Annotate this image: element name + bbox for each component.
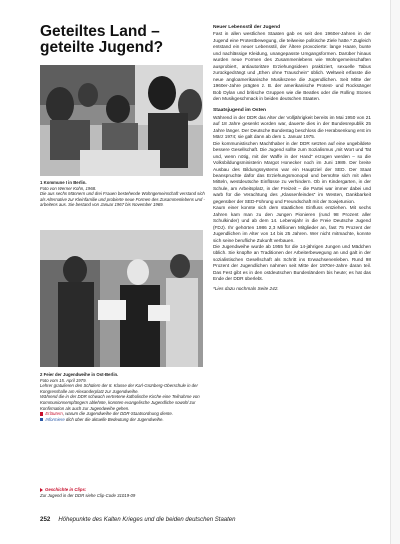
figure-1-title: Kommune I in Berlin.: [43, 180, 87, 185]
task-item: [40, 417, 207, 423]
figure-1-number: 1: [40, 180, 43, 185]
section-text-west: Fast in allen westlichen Staaten gab es seit den 1960er-Jahren in der Jugend eine Protestbewegung, die teilweise politische Ziele hatte.* Zugleich entstand ein neuer Lebensstil, der Ältere provozierte: lange Haare, bunte und nachlässige Kleidung, unangepasste Umgangsformen. Darüber hinaus wurden neue Formen des Zusammenlebens wie Wohngemeinschaften ausprobiert, antiautoritäre Erziehungsideen praktiziert, sexuelle Tabus zurückgedrängt und „Ehen ohne Trauschein“ üblich. Weltweit erfasste die neue angloamerikanische Musikszene die Jugendlichen. Seit Mitte der 1960er-Jahre prägten z. B. der amerikanische Protest- und Rocksänger Bob Dylan und britische Gruppen wie die Beatles oder die Rolling Stones den Musikgeschmack in beiden deutschen Staaten.: [213, 31, 371, 101]
clip-reference[interactable]: [40, 487, 207, 498]
clip-code-text: Zur Jugend in der DDR siehe Clip-Code 31019-09: [40, 492, 136, 498]
task-verb: Informiere: [45, 416, 65, 422]
page-edge: [390, 0, 400, 544]
east-paragraph-1: Während in der DDR das Alter der Volljährigkeit bereits im Mai 1950 von 21 auf 18 Jahre gesenkt worden war, dauerte dies in der Bundesrepublik 25 Jahre länger. Der Deutsche Bundestag beschloss die Herabsenkung erst im März 1974; sie galt dann ab dem 1. Januar 1975.: [213, 114, 371, 140]
page-footer: [40, 516, 380, 524]
figure-1-caption: [40, 180, 207, 208]
clip-heading: Geschichte in Clips:: [45, 487, 87, 492]
task-text: dich über die aktuelle Bedeutung der Jugendweihe.: [64, 416, 164, 422]
task-bullet-icon: [40, 418, 43, 421]
figure-1-credit: Foto von Werner Kohn, 1968.: [40, 185, 97, 191]
page-title: Geteiltes Land – geteilte Jugend?: [40, 23, 164, 56]
figure-2-caption: [40, 372, 207, 422]
figure-2-credit: Foto vom 15. April 1979.: [40, 377, 87, 383]
figure-2-number: 2: [40, 372, 43, 377]
kommune-photo: [40, 65, 203, 176]
chapter-title: Höhepunkte des Kalten Krieges und die beiden deutschen Staaten: [58, 517, 236, 523]
page-number: 252: [40, 516, 51, 523]
east-paragraph-3: Kaum einer konnte sich dem staatlichen Einfluss entziehen. Mit sechs Jahren kam man zu den Jungen Pionieren (rund 98 Prozent aller Schulkinder) und ab dem 14. Lebensjahr in die Freie Deutsche Jugend (FDJ). Ihr gehörten 1986 2,3 Millionen Mitglieder an, fast 75 Prozent der Jugendlichen im Alter von 14 bis 25 Jahren. Wer nicht mitmachte, konnte sich seine berufliche Zukunft verbauen.: [213, 205, 371, 243]
figure-2-title: Feier der Jugendweihe in Ost-Berlin.: [43, 372, 119, 377]
figure-2-body-1: Lehrer gratulieren den Schülern der 8. Klasse der Karl-Grünberg-Oberschule in der Kongresshalle am Alexanderplatz zur Jugendweihe.: [40, 383, 198, 394]
task-verb: Erläutern: [45, 411, 63, 417]
jugendweihe-photo: [40, 230, 203, 367]
east-paragraph-4: Die Jugendweihe wurde ab 1955 für die 14-jährigen Jungen und Mädchen üblich. Sie knüpfte an Traditionen der Arbeiterbewegung an und galt in der sozialistischen Gesellschaft als Schritt ins Erwachsenenleben. Rund 98 Prozent der Jugendlichen nahmen seit Mitte der 1970er-Jahre daran teil. Das Fest gibt es in den ostdeutschen Bundesländern bis heute; es hat das Ende der DDR überlebt.: [213, 243, 371, 282]
task-text: , warum die Jugendweihe der DDR-Staatsordnung diente.: [62, 411, 173, 417]
play-triangle-icon: [40, 488, 43, 492]
figure-1-body: Die aus sechs Männern und drei Frauen bestehende Wohngemeinschaft verstand sich als Alternative zur Kleinfamilie und probierte neue Formen des Zusammenlebens und -arbeitens aus. Sie bestand von Januar 1967 bis November 1969.: [40, 191, 205, 208]
section-heading-west: Neuer Lebensstil der Jugend: [213, 25, 281, 30]
figure-2-body-2: Während die in der DDR schwach vertretene katholische Kirche eine Teilnahme von Kommunionsempfängern ablehnte, konnten evangelische Jugendliche sowohl zur Konfirmation als auch zur Jugendweihe gehen.: [40, 394, 200, 411]
task-list: [40, 411, 207, 422]
main-text-column: [213, 25, 371, 292]
footnote: *Lies dazu nochmals Seite 242.: [213, 285, 279, 291]
east-paragraph-2: Die kommunistischen Machthaber in der DDR setzten auf eine ungebildete bessere Gesellschaft. Die Jugend sollte zum Sozialismus „mit Wort und Tat und, wenn nötig, mit der Waffe in der Hand“ erzogen werden – so die Volksbildungsministerin Margot Honecker noch im Juni 1989. Der breite Ausbau des Bildungssystems war ein Hauptziel der SED. Der Staat beanspruchte dafür das Erziehungsmonopol und bemühte sich mit allen Mitteln, westdeutsche Einflüsse zu verhindern. Ob im Kindergarten, in der Schule, am Arbeitsplatz, in der Freizeit – die Partei war immer dabei und warb für die Verachtung des „Klassenfeindes“ im Westen, Dankbarkeit gegenüber der SED-Führung und Freundschaft mit der Sowjetunion.: [213, 140, 371, 204]
section-heading-east: Staatsjugend im Osten: [213, 108, 266, 114]
task-bullet-icon: [40, 412, 43, 415]
